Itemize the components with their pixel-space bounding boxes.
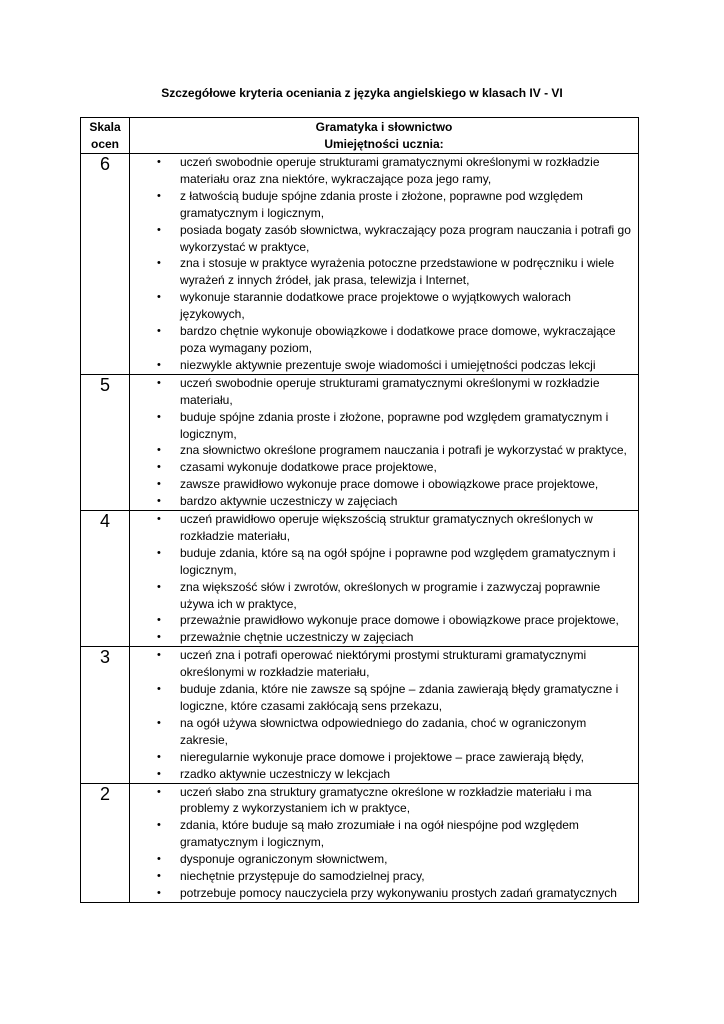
criteria-item: • uczeń zna i potrafi operować niektórymi prostymi strukturami gramatycznymi określonymi w rozkładzie materiału,: [130, 647, 634, 681]
criteria-item: • niechętnie przystępuje do samodzielnej pracy,: [130, 868, 634, 885]
page-title: Szczegółowe kryteria oceniania z języka angielskiego w klasach IV - VI: [161, 86, 563, 100]
table-header-row: [81, 118, 639, 154]
criteria-item: • rzadko aktywnie uczestniczy w lekcjach: [130, 766, 634, 783]
table-row: [81, 154, 639, 375]
criteria-item: • dysponuje ograniczonym słownictwem,: [130, 851, 634, 868]
grade-scale-header-line2: ocen: [90, 137, 119, 151]
table-row: [81, 647, 639, 783]
criteria-cell: [130, 154, 639, 375]
criteria-cell: [130, 374, 639, 510]
table-row: [81, 511, 639, 647]
criteria-item: • niezwykle aktywnie prezentuje swoje wiadomości i umiejętności podczas lekcji: [130, 357, 634, 374]
criteria-item: • przeważnie prawidłowo wykonuje prace domowe i obowiązkowe prace projektowe,: [130, 612, 634, 629]
table-row: [81, 783, 639, 902]
grade-value: 6: [81, 154, 130, 375]
criteria-cell: [130, 511, 639, 647]
criteria-list: [130, 511, 638, 646]
criteria-item: • zawsze prawidłowo wykonuje prace domowe i obowiązkowe prace projektowe,: [130, 476, 634, 493]
grade-value: 5: [81, 374, 130, 510]
table-row: [81, 374, 639, 510]
skills-header-line1: Gramatyka i słownictwo: [315, 120, 453, 134]
criteria-item: • czasami wykonuje dodatkowe prace projektowe,: [130, 459, 634, 476]
criteria-item: • uczeń swobodnie operuje strukturami gramatycznymi określonymi w rozkładzie materiału,: [130, 375, 634, 409]
criteria-item: • uczeń prawidłowo operuje większością struktur gramatycznych określonych w rozkładzie materiału,: [130, 511, 634, 545]
criteria-item: • buduje zdania, które nie zawsze są spójne – zdania zawierają błędy gramatyczne i logiczne, które czasami zakłócają sens przekazu,: [130, 681, 634, 715]
criteria-item: • nieregularnie wykonuje prace domowe i projektowe – prace zawierają błędy,: [130, 749, 634, 766]
criteria-item: • przeważnie chętnie uczestniczy w zajęciach: [130, 629, 634, 646]
criteria-item: • na ogół używa słownictwa odpowiedniego do zadania, choć w ograniczonym zakresie,: [130, 715, 634, 749]
grade-scale-header-line1: Skala: [89, 120, 121, 134]
grade-value: 4: [81, 511, 130, 647]
criteria-item: • buduje zdania, które są na ogół spójne i poprawne pod względem gramatycznym i logicznym,: [130, 545, 634, 579]
grade-scale-header: [81, 118, 130, 154]
criteria-item: • posiada bogaty zasób słownictwa, wykraczający poza program nauczania i potrafi go wykorzystać w praktyce,: [130, 222, 634, 256]
criteria-list: [130, 647, 638, 782]
criteria-item: • wykonuje starannie dodatkowe prace projektowe o wyjątkowych walorach językowych,: [130, 289, 634, 323]
grade-value: 3: [81, 647, 130, 783]
criteria-list: [130, 154, 638, 374]
criteria-item: • bardzo chętnie wykonuje obowiązkowe i dodatkowe prace domowe, wykraczające poza wymagany poziom,: [130, 323, 634, 357]
grade-value: 2: [81, 783, 130, 902]
criteria-cell: [130, 783, 639, 902]
criteria-item: • potrzebuje pomocy nauczyciela przy wykonywaniu prostych zadań gramatycznych: [130, 885, 634, 902]
criteria-item: • bardzo aktywnie uczestniczy w zajęciach: [130, 493, 634, 510]
criteria-item: • uczeń swobodnie operuje strukturami gramatycznymi określonymi w rozkładzie materiału oraz zna niektóre, wykraczające poza jego ramy,: [130, 154, 634, 188]
skills-header: [130, 118, 639, 154]
criteria-rows: [81, 154, 639, 903]
skills-header-line2: Umiejętności ucznia:: [324, 137, 444, 151]
criteria-list: [130, 375, 638, 510]
criteria-item: • z łatwością buduje spójne zdania proste i złożone, poprawne pod względem gramatycznym i logicznym,: [130, 188, 634, 222]
criteria-item: • zdania, które buduje są mało zrozumiałe i na ogół niespójne pod względem gramatycznym i logicznym,: [130, 817, 634, 851]
criteria-item: • buduje spójne zdania proste i złożone, poprawne pod względem gramatycznym i logicznym,: [130, 409, 634, 443]
criteria-table: [80, 117, 639, 903]
criteria-item: • zna i stosuje w praktyce wyrażenia potoczne przedstawione w podręczniku i wiele wyrażeń z innych źródeł, jak prasa, telewizja i Internet,: [130, 255, 634, 289]
criteria-cell: [130, 647, 639, 783]
criteria-item: • uczeń słabo zna struktury gramatyczne określone w rozkładzie materiału i ma problemy z wykorzystaniem ich w praktyce,: [130, 784, 634, 818]
criteria-item: • zna większość słów i zwrotów, określonych w programie i zazwyczaj poprawnie używa ich w praktyce,: [130, 579, 634, 613]
criteria-list: [130, 784, 638, 902]
criteria-item: • zna słownictwo określone programem nauczania i potrafi je wykorzystać w praktyce,: [130, 442, 634, 459]
